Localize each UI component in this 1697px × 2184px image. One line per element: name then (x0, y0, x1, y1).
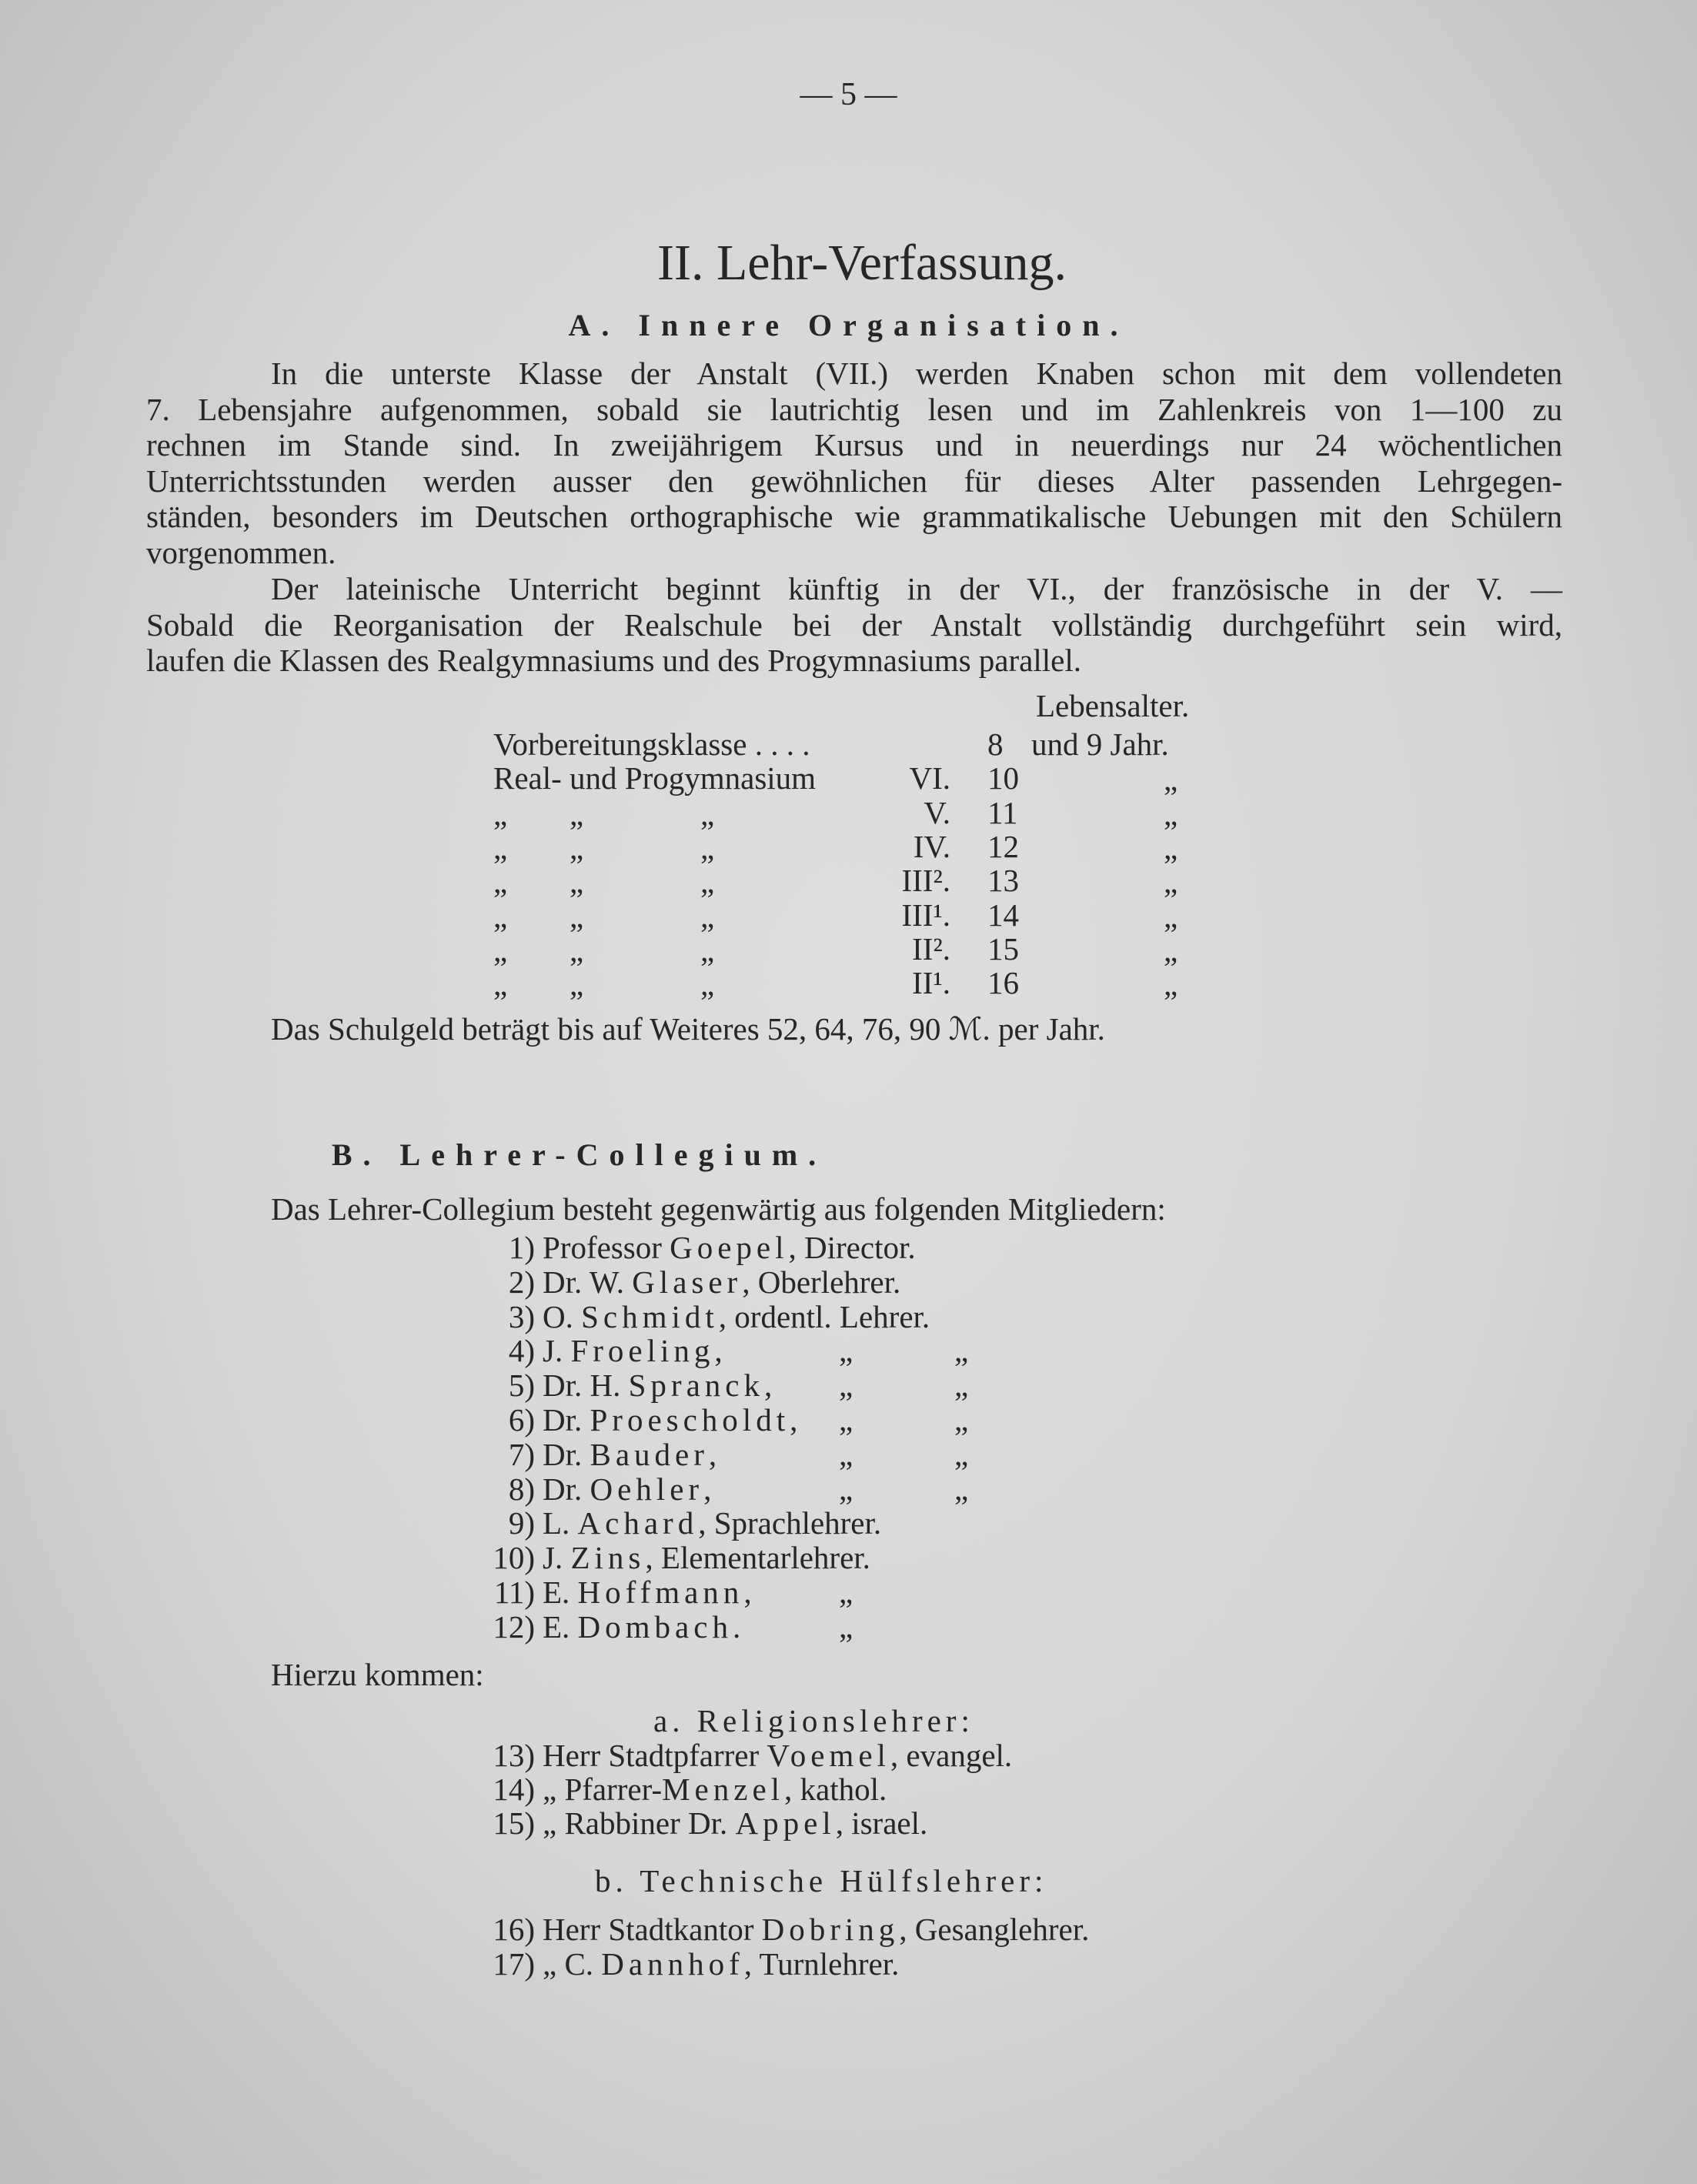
age-row-age: 13 (987, 863, 1019, 899)
paragraph-line: rechnen im Stande sind. In zweijährigem Kursus und in neuerdings nur 24 wöchentlichen (146, 427, 1562, 463)
teacher-prefix: „ Rabbiner Dr. (543, 1805, 736, 1841)
teacher-role: , (743, 1575, 752, 1610)
teacher-role: , Oberlehrer. (742, 1264, 901, 1300)
teacher-prefix: „ Pfarrer- (543, 1772, 663, 1807)
member-number: 8) (508, 1471, 535, 1507)
paragraph-intro (146, 356, 1562, 570)
teacher-name: Dobring (761, 1912, 900, 1947)
teacher-name: Dombach (577, 1608, 733, 1645)
member-number: 6) (508, 1402, 535, 1438)
age-row-age: 12 (987, 828, 1019, 864)
teacher-role: , (708, 1436, 717, 1472)
ditto-mark: „ (493, 830, 508, 866)
age-row-class: III¹. (901, 897, 950, 933)
ditto-mark: „ (839, 1402, 854, 1438)
age-row-unit: „ (1164, 932, 1178, 968)
teacher-role: , Director. (788, 1230, 916, 1265)
age-row-age: 15 (987, 930, 1019, 967)
ditto-mark: „ (570, 796, 584, 832)
ditto-mark: „ (839, 1368, 854, 1404)
teacher-entry (543, 1298, 930, 1334)
teacher-name: Menzel (662, 1772, 785, 1807)
teacher-prefix: Dr. (543, 1471, 590, 1507)
teacher-entry (543, 1231, 916, 1264)
section-a-heading: A. Innere Organisation. (568, 308, 1129, 342)
member-number: 2) (508, 1264, 535, 1300)
age-row-age: 10 (987, 760, 1019, 796)
ditto-mark: „ (493, 932, 508, 968)
teacher-entry (543, 1507, 881, 1539)
paragraph-line: 7. Lebensjahre aufgenommen, sobald sie lautrichtig lesen und im Zahlenkreis von 1—100 zu (146, 391, 1562, 427)
age-row-age: 11 (987, 794, 1018, 830)
ditto-mark: „ (954, 1368, 969, 1404)
member-number: 10) (493, 1540, 535, 1576)
teacher-name: Achard (577, 1505, 699, 1541)
paragraph-line: laufen die Klassen des Realgymnasiums und des Progymnasiums parallel. (146, 643, 1081, 678)
teacher-role: , (703, 1471, 712, 1507)
teacher-prefix: J. (543, 1333, 571, 1369)
teacher-name: Proescholdt (590, 1402, 790, 1438)
paragraph-line: In die unterste Klasse der Anstalt (VII.) werden Knaben schon mit dem vollendeten (271, 356, 1562, 391)
teacher-entry (543, 1773, 887, 1805)
paragraph-line: Unterrichtsstunden werden ausser den gewöhnlichen für dieses Alter passenden Lehrgegen- (146, 463, 1562, 499)
ditto-mark: „ (700, 830, 715, 866)
ditto-mark: „ (493, 796, 508, 832)
member-number: 9) (508, 1505, 535, 1541)
member-number: 3) (508, 1298, 535, 1334)
teacher-prefix: E. (543, 1608, 578, 1645)
teacher-name: Spranck (628, 1368, 764, 1404)
ditto-mark: „ (839, 1471, 854, 1507)
ditto-mark: „ (570, 932, 584, 968)
age-row-unit: „ (1164, 762, 1178, 798)
ditto-mark: „ (570, 967, 584, 1003)
age-row-class: II². (912, 930, 950, 967)
teacher-prefix: Herr Stadtkantor (543, 1912, 762, 1947)
member-number: 17) (493, 1946, 535, 1982)
teacher-role: , israel. (835, 1805, 928, 1841)
teacher-entry (543, 1404, 797, 1436)
age-row-unit: „ (1164, 967, 1178, 1003)
ditto-mark: „ (954, 1436, 969, 1472)
ditto-mark: „ (839, 1333, 854, 1369)
teacher-role: . (732, 1608, 741, 1645)
member-number: 4) (508, 1333, 535, 1369)
paragraph-line: Der lateinische Unterricht beginnt künftig in der VI., der französische in der V. — (271, 571, 1562, 606)
ditto-mark: „ (839, 1436, 854, 1472)
member-number: 1) (508, 1230, 535, 1265)
teacher-entry (543, 1739, 1012, 1772)
teacher-name: Oehler (590, 1471, 704, 1507)
ditto-mark: „ (839, 1575, 854, 1610)
teacher-name: Hoffmann (577, 1575, 744, 1610)
teacher-prefix: Dr. W. (543, 1264, 633, 1300)
teacher-role: , ordentl. Lehrer. (718, 1298, 930, 1334)
religion-heading: a. Religionslehrer: (653, 1703, 974, 1738)
teacher-prefix: O. (543, 1298, 582, 1334)
age-row-class: VI. (909, 760, 950, 796)
school-fee-line: Das Schulgeld beträgt bis auf Weiteres 52, 64, 76, 90 ℳ. per Jahr. (271, 1011, 1105, 1047)
ditto-mark: „ (700, 864, 715, 900)
teacher-role: , Sprachlehrer. (698, 1505, 882, 1541)
teacher-role: , kathol. (784, 1772, 887, 1807)
member-number: 13) (493, 1738, 535, 1773)
teacher-prefix: Professor (543, 1230, 670, 1265)
ditto-mark: „ (954, 1402, 969, 1438)
age-row-unit: „ (1164, 796, 1178, 832)
teacher-name: Appel (735, 1805, 836, 1841)
teacher-entry (543, 1608, 741, 1645)
teacher-entry (543, 1438, 717, 1471)
chapter-title: II. Lehr-Verfassung. (657, 235, 1067, 291)
teacher-name: Voemel (767, 1738, 890, 1773)
paragraph-line: Sobald die Reorganisation der Realschule bei der Anstalt vollständig durchgeführt sein wird, (146, 606, 1562, 643)
ditto-mark: „ (839, 1608, 854, 1645)
ditto-mark: „ (700, 898, 715, 934)
teacher-name: Schmidt (581, 1298, 719, 1334)
teacher-prefix: „ C. (543, 1946, 602, 1982)
ditto-mark: „ (493, 967, 508, 1003)
teacher-entry (543, 1334, 723, 1367)
age-row-age: 16 (987, 965, 1019, 1001)
paragraph-latin (146, 571, 1562, 679)
ditto-mark: „ (954, 1333, 969, 1369)
teacher-name: Bauder (590, 1436, 709, 1472)
teacher-name: Froeling (570, 1333, 715, 1369)
member-number: 15) (493, 1805, 535, 1841)
teacher-prefix: J. (543, 1540, 571, 1576)
member-number: 14) (493, 1772, 535, 1807)
member-number: 5) (508, 1368, 535, 1404)
age-row-label: Vorbereitungsklasse . . . . (493, 726, 810, 762)
age-row-class: II¹. (912, 965, 950, 1001)
age-row-unit: „ (1164, 898, 1178, 934)
age-table-header: Lebensalter. (1036, 688, 1190, 723)
teacher-entry (543, 1266, 900, 1298)
teacher-entry (543, 1541, 870, 1574)
section-b-heading: B. Lehrer-Collegium. (331, 1137, 827, 1172)
ditto-mark: „ (700, 932, 715, 968)
ditto-mark: „ (570, 830, 584, 866)
age-row-class: III². (901, 863, 950, 899)
teacher-prefix: L. (543, 1505, 578, 1541)
member-number: 12) (493, 1608, 535, 1645)
ditto-mark: „ (700, 796, 715, 832)
member-number: 7) (508, 1436, 535, 1472)
teacher-name: Dannhof (601, 1946, 744, 1982)
age-row-class: IV. (913, 828, 950, 864)
age-row-age: 14 (987, 897, 1019, 933)
ditto-mark: „ (700, 967, 715, 1003)
teacher-entry (543, 1948, 899, 1980)
teacher-role: , Elementarlehrer. (645, 1540, 870, 1576)
ditto-mark: „ (954, 1471, 969, 1507)
age-row-unit: und 9 Jahr. (1031, 726, 1169, 762)
paragraph-line: ständen, besonders im Deutschen orthographische wie grammatikalische Uebungen mit den Schülern (146, 499, 1562, 534)
member-number: 11) (493, 1575, 535, 1610)
teacher-entry (543, 1913, 1089, 1945)
age-row-unit: „ (1164, 864, 1178, 900)
ditto-mark: „ (493, 898, 508, 934)
teacher-role: , (790, 1402, 798, 1438)
ditto-mark: „ (570, 864, 584, 900)
age-row-unit: „ (1164, 830, 1178, 866)
teacher-prefix: Herr Stadtpfarrer (543, 1738, 767, 1773)
collegium-intro: Das Lehrer-Collegium besteht gegenwärtig aus folgenden Mitgliedern: (271, 1191, 1166, 1227)
age-row-age: 8 (987, 726, 1004, 762)
teacher-prefix: Dr. (543, 1436, 590, 1472)
ditto-mark: „ (493, 864, 508, 900)
additional-label: Hierzu kommen: (271, 1657, 484, 1692)
teacher-role: , Gesanglehrer. (899, 1912, 1090, 1947)
teacher-role: , (714, 1333, 723, 1369)
ditto-mark: „ (570, 898, 584, 934)
teacher-name: Glaser (632, 1264, 743, 1300)
teacher-role: , (763, 1368, 773, 1404)
age-row-label: Real- und Progymnasium (493, 760, 817, 796)
teacher-prefix: E. (543, 1575, 578, 1610)
paragraph-line: vorgenommen. (146, 534, 336, 570)
technical-heading: b. Technische Hülfslehrer: (595, 1863, 1048, 1898)
teacher-prefix: Dr. H. (543, 1368, 629, 1404)
teacher-prefix: Dr. (543, 1402, 590, 1438)
teacher-name: Zins (570, 1540, 646, 1576)
page-number: — 5 — (800, 77, 897, 112)
teacher-role: , Turnlehrer. (743, 1946, 900, 1982)
teacher-role: , evangel. (890, 1738, 1013, 1773)
teacher-entry (543, 1473, 711, 1505)
member-number: 16) (493, 1912, 535, 1947)
teacher-name: Goepel (670, 1230, 789, 1265)
teacher-entry (543, 1807, 927, 1839)
age-row-class: V. (924, 794, 950, 830)
teacher-entry (543, 1576, 752, 1608)
teacher-entry (543, 1368, 773, 1404)
